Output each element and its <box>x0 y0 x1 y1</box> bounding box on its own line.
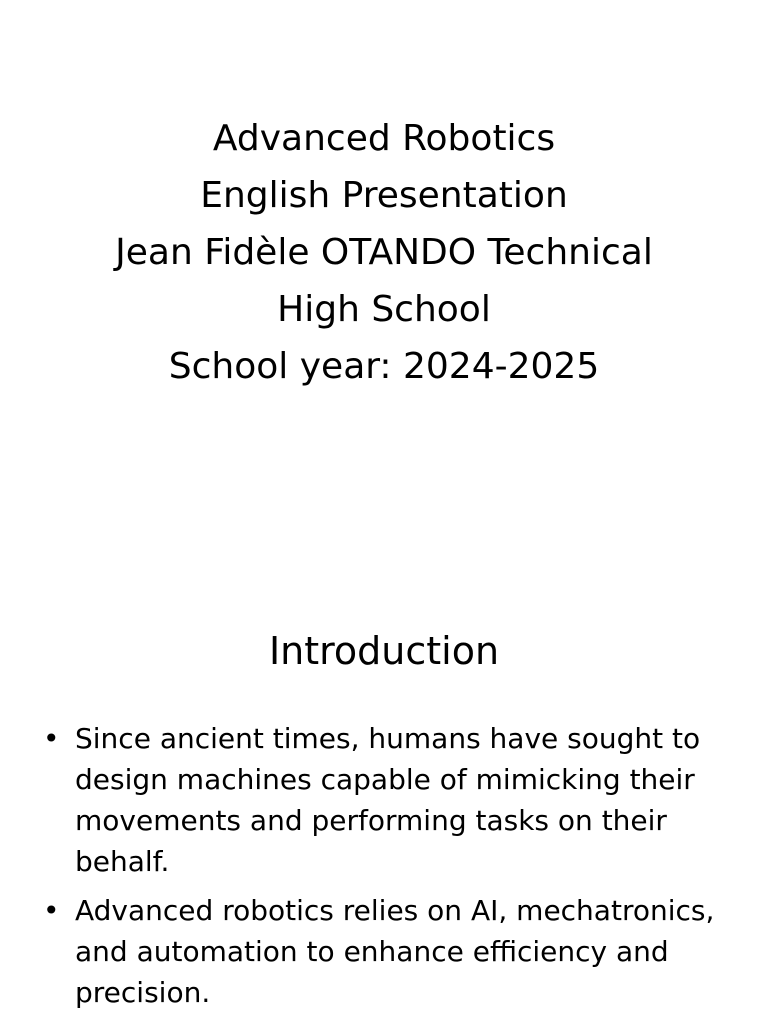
bullet-item <box>0 718 768 882</box>
presentation-title: Advanced Robotics <box>212 118 556 159</box>
bullet-text: Advanced robotics relies on AI, mechatronics, and automation to enhance efficiency and precision. <box>75 894 715 1009</box>
title-block <box>0 110 768 395</box>
introduction-slide <box>0 576 768 1024</box>
bullet-text: Since ancient times, humans have sought to design machines capable of mimicking their movements and performing tasks on their behalf. <box>75 722 701 878</box>
school-name-line-1: Jean Fidèle OTANDO Technical <box>115 232 653 273</box>
bullet-icon: • <box>43 722 60 755</box>
bullet-item <box>0 890 768 1013</box>
school-year: School year: 2024-2025 <box>168 346 600 387</box>
bullet-list <box>0 718 768 1021</box>
school-name-line-2: High School <box>277 289 491 330</box>
bullet-icon: • <box>43 894 60 927</box>
presentation-subtitle: English Presentation <box>200 175 568 216</box>
slide-heading: Introduction <box>268 629 500 673</box>
